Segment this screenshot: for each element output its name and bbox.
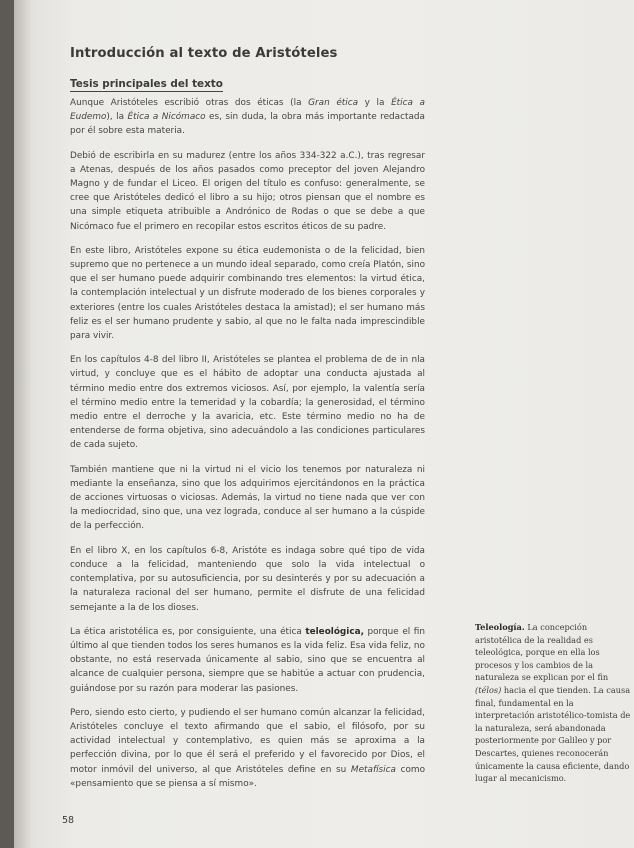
paragraph-7 (70, 625, 425, 696)
paragraph-3 (70, 244, 425, 343)
book-page (14, 0, 634, 848)
paragraph-1-segment-1: Aunque Aristóteles escribió otras dos éticas (la (70, 98, 309, 108)
sidenote-teleologia (475, 621, 634, 785)
main-text (70, 96, 425, 801)
paragraph-8 (70, 706, 425, 791)
paragraph-2-segment-1: Debió de escribirla en su madurez (entre los años 334-322 a.C.), tras regresar a Atenas, después de los años pasados como preceptor del joven Alejandro Magno y de fundar el Liceo. El origen del título es confuso: generalmente, se cree que Aristóteles dedicó el libro a su hijo; otros piensan que el nombre es una simple etiqueta atribuible a Andrónico de Rodas o que se debe a que Nicómaco fue el primero en recopilar estos escritos éticos de su padre. (70, 150, 425, 232)
paragraph-5 (70, 463, 425, 534)
sidenote-text-1: La concepción aristotélica de la realidad es teleológica, porque en ella los procesos y los cambios de la naturaleza se explican por el fin (475, 622, 609, 683)
paragraph-4 (70, 353, 425, 452)
paragraph-2 (70, 149, 425, 234)
paragraph-1-segment-5: ), la (106, 112, 128, 123)
sidenote-term: Teleología. (475, 622, 525, 632)
paragraph-1-segment-3: y la (358, 98, 392, 108)
paragraph-1-segment-6: Ética a Nicómaco (127, 112, 206, 123)
paragraph-8-segment-1: Pero, siendo esto cierto, y pudiendo el ser humano común alcanzar la felicidad, Aristóteles concluye el texto afirmando que el sabio, el filósofo, por su actividad intelectual y contemplativo, es quien más se aproxima a la perfección divina, por lo que él será el preferido y el favorecido por Dios, el motor inmóvil del universo, al que Aristóteles define en su (70, 707, 425, 775)
page-number: 58 (62, 815, 75, 826)
paragraph-1-segment-4: Ética a Eudemo (70, 98, 425, 123)
paragraph-7-segment-2: teleológica, (305, 626, 364, 637)
chapter-title: Introducción al texto de Aristóteles (70, 46, 338, 61)
paragraph-1-segment-7: es, sin duda, la obra más importante redactada por él sobre esta materia. (70, 112, 425, 137)
paragraph-8-segment-2: Metafísica (350, 764, 396, 775)
paragraph-1-segment-2: Gran ética (308, 98, 359, 108)
sidenote-text-2: hacia el que tienden. La causa final, fundamental en la interpretación aristotélico-tomista de la naturaleza, será abandonada posteriormente por Galileo y por Descartes, quienes reconocerán únicamente la causa eficiente, dando lugar al mecanicismo. (475, 684, 631, 784)
paragraph-7-segment-3: porque el fin último al que tienden todos los seres humanos es la vida feliz. Esa vida feliz, no obstante, no está reservada únicamente al sabio, sino que se encuentra al alcance de cualquier persona, siempre que se habitúe a actuar con prudencia, guiándose por su razón para moderar las pasiones. (70, 626, 426, 694)
paragraph-5-segment-1: También mantiene que ni la virtud ni el vicio los tenemos por naturaleza ni mediante la enseñanza, sino que los adquirimos ejercitándonos en la práctica de acciones virtuosas o viciosas. Además, la virtud no tiene nada que ver con la mediocridad, sino que, una vez lograda, conduce al ser humano a la cúspide de la perfección. (70, 464, 425, 532)
sidenote-greek-term: (télos) (475, 684, 502, 695)
paragraph-6 (70, 544, 425, 615)
paragraph-1 (70, 96, 425, 139)
paragraph-8-segment-3: como «pensamiento que se piensa a sí mismo». (70, 764, 426, 789)
paragraph-6-segment-1: En el libro X, en los capítulos 6-8, Aristóte es indaga sobre qué tipo de vida conduce a la felicidad, manteniendo que solo la vida intelectual o contemplativa, por su autosuficiencia, por su desinterés y por su adecuación a la naturaleza racional del ser humano, permite el disfrute de una felicidad semejante a la de los dioses. (70, 545, 425, 613)
paragraph-4-segment-1: En los capítulos 4-8 del libro II, Aristóteles se plantea el problema de de in nla virtud, y concluye que es el hábito de adoptar una conducta ajustada al término medio entre dos extremos viciosos. Así, por ejemplo, la valentía sería el término medio entre la temeridad y la cobardía; la generosidad, el término medio entre el derroche y la avaricia, etc. Este término medio no ha de entenderse de forma objetiva, sino adecuándolo a las condiciones particulares de cada sujeto. (70, 355, 425, 451)
paragraph-7-segment-1: La ética aristotélica es, por consiguiente, una ética (70, 626, 306, 637)
paragraph-3-segment-1: En este libro, Aristóteles expone su ética eudemonista o de la felicidad, bien supremo que no pertenece a un mundo ideal separado, como creía Platón, sino que el ser humano puede adquirir combinando tres elementos: la virtud ética, la contemplación intelectual y un disfrute moderado de los bienes corporales y exteriores (entre los cuales Aristóteles destaca la amistad); el ser humano más feliz es el ser humano prudente y sabio, al que no le falta nada imprescindible para vivir. (70, 245, 425, 342)
section-heading: Tesis principales del texto (70, 78, 223, 90)
